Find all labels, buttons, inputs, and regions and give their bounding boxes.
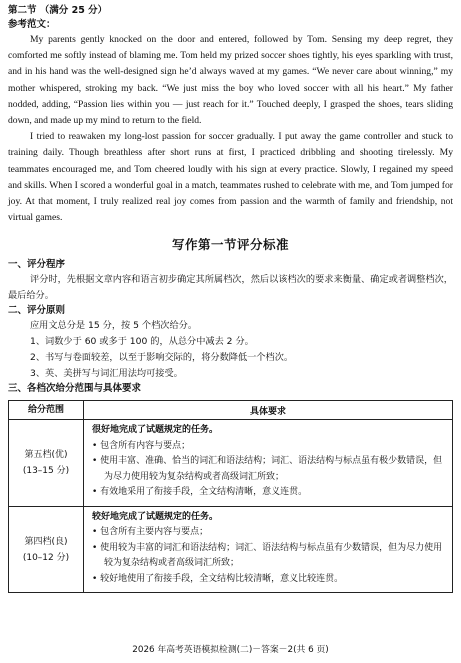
requirement-summary: 很好地完成了试题规定的任务。 <box>92 425 219 436</box>
requirements-cell <box>84 506 453 593</box>
principle-item: 2、书写与卷面较差，以至于影响交际的，将分数降低一个档次。 <box>30 352 294 364</box>
table-section-heading: 三、各档次给分范围与具体要求 <box>8 383 142 395</box>
grade-cell <box>9 506 84 593</box>
rubric-title: 写作第一节评分标准 <box>171 237 289 253</box>
grade-range: (10–12 分) <box>22 552 70 563</box>
requirement-bullet: • 使用较为丰富的词汇和语法结构；词汇、语法结构与标点虽有少数错误，但为尽力使用较为复杂结构或者高级词汇所致； <box>92 542 443 569</box>
requirement-summary: 较好地完成了试题规定的任务。 <box>92 511 219 522</box>
header-requirements: 具体要求 <box>84 401 453 420</box>
requirement-bullet: • 有效地采用了衔接手段，全文结构清晰，意义连贯。 <box>92 487 308 498</box>
principle-item: 应用文总分是 15 分，按 5 个档次给分。 <box>30 320 198 332</box>
rubric-table <box>8 400 453 593</box>
essay-paragraph-2: I tried to reawaken my long-lost passion for soccer gradually. I put away the game controller and stuck to training daily. Though breathless after short runs at first, I practiced dribbling and shooting tirelessly. My teammates encouraged me, and Tom cheered loudly with his sign at every practice. Slowly, I regained my speed and skills. When I scored a wonderful goal in a match, teammates rushed to celebrate with me, and Tom jumped for joy. At that moment, I truly realized real joy comes from passion and the warmth of family and friendship, not virtual games. <box>8 131 453 224</box>
grade-name: 第五档(优) <box>24 450 68 461</box>
table-row <box>9 420 453 507</box>
procedure-text: 评分时，先根据文章内容和语言初步确定其所属档次，然后以该档次的要求来衡量、确定或者调整档次，最后给分。 <box>8 274 453 302</box>
principles-heading: 二、评分原则 <box>8 305 66 317</box>
table-header-row <box>9 401 453 420</box>
essay-paragraph-1: My parents gently knocked on the door and entered, followed by Tom. Sensing my deep regret, they comforted me softly instead of blaming me. Tom held my prized soccer shoes tightly, his eyes sparkling with trust, and in his hand was the well-designed sign he’d always waved at my games. “We never care about winning,” my mother whispered, stroking my back. “We just miss the boy who loved soccer with all his heart.” My father nodded, adding, “Passion lies within you — just reach for it.” Touched deeply, I grasped the shoes, tears sliding down, and made up my mind to return to the field. <box>8 34 453 127</box>
requirements-cell <box>84 420 453 507</box>
grade-range: (13–15 分) <box>22 466 70 477</box>
sample-essay-label: 参考范文： <box>8 19 56 30</box>
principle-item: 3、英、美拼写与词汇用法均可接受。 <box>30 368 183 380</box>
principle-item: 1、词数少于 60 或多于 100 的，从总分中减去 2 分。 <box>30 336 254 348</box>
requirement-bullet: • 使用丰富、准确、恰当的词汇和语法结构；词汇、语法结构与标点虽有极少数错误，但为尽力使用较为复杂结构或者高级词汇所致； <box>92 456 443 482</box>
procedure-heading: 一、评分程序 <box>8 259 66 271</box>
requirement-bullet: • 较好地使用了衔接手段，全文结构比较清晰，意义比较连贯。 <box>92 573 344 584</box>
requirement-bullet: • 包含所有主要内容与要点； <box>92 527 209 538</box>
table-row <box>9 506 453 593</box>
requirement-bullet: • 包含所有内容与要点； <box>92 440 191 451</box>
sample-essay <box>8 32 453 226</box>
page-footer: 2026 年高考英语模拟检测(二)－答案－2(共 6 页) <box>132 645 329 655</box>
grade-name: 第四档(良) <box>24 536 68 547</box>
header-range: 给分范围 <box>9 401 84 420</box>
grade-cell <box>9 420 84 507</box>
section-heading: 第二节 （满分 25 分） <box>8 5 108 16</box>
